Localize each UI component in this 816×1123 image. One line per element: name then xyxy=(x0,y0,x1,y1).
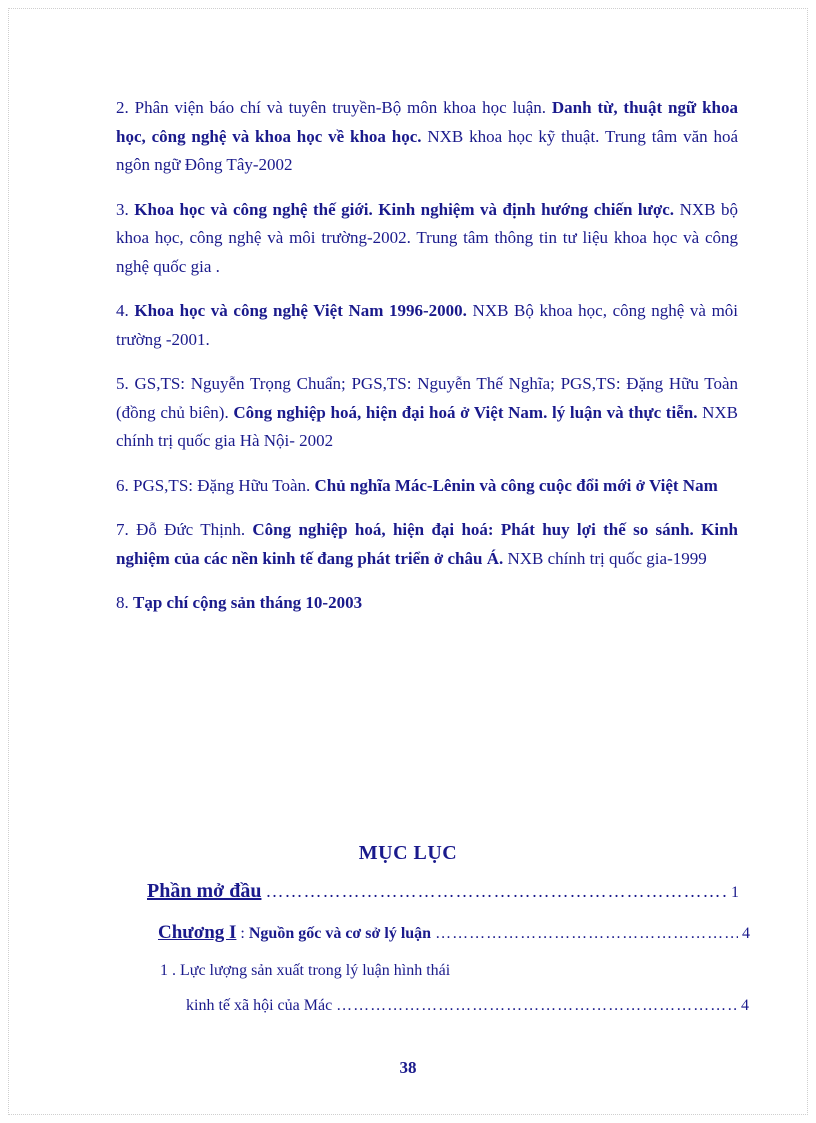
toc-section-text: kinh tế xã hội của Mác xyxy=(186,997,333,1014)
toc-section-text: 1 . Lực lượng sản xuất trong lý luận hình thái xyxy=(160,962,451,979)
toc-page-number: 4 xyxy=(741,997,749,1014)
toc-separator: : xyxy=(236,925,249,942)
reference-item: 4. Khoa học và công nghệ Việt Nam 1996-2000. NXB Bộ khoa học, công nghệ và môi trường -2001. xyxy=(116,301,739,349)
reference-item: 5. GS,TS: Nguyễn Trọng Chuẩn; PGS,TS: Nguyễn Thế Nghĩa; PGS,TS: Đặng Hữu Toàn (đồng chủ biên). Công nghiệp hoá, hiện đại hoá ở Việt Nam. lý luận và thực tiễn. NXB chính trị quốc gia Hà Nội- 2002 xyxy=(116,374,738,450)
toc-entry-section-1-line1[interactable] xyxy=(160,962,450,980)
reference-item: 2. Phân viện báo chí và tuyên truyền-Bộ môn khoa học luận. Danh từ, thuật ngữ khoa học, công nghệ và khoa học về khoa học. NXB khoa học kỹ thuật. Trung tâm văn hoá ngôn ngữ Đông Tây-2002 xyxy=(116,98,738,174)
reference-item: 3. Khoa học và công nghệ thế giới. Kinh nghiệm và định hướng chiến lược. NXB bộ khoa học, công nghệ và môi trường-2002. Trung tâm thông tin tư liệu khoa học và công nghệ quốc gia . xyxy=(116,199,738,276)
toc-leader xyxy=(336,997,737,1015)
toc-page-number: 4 xyxy=(742,925,750,942)
toc-chapter-label: Chương I xyxy=(158,922,237,943)
toc-entry-intro[interactable] xyxy=(147,880,739,903)
toc-leader xyxy=(435,925,738,943)
toc-entry-chapter-1[interactable] xyxy=(158,922,750,944)
page-number: 38 xyxy=(399,1058,417,1077)
toc-entry-section-1-line2[interactable] xyxy=(186,997,749,1015)
toc-chapter-title: Nguồn gốc và cơ sở lý luận xyxy=(248,925,432,942)
toc-title: MỤC LỤC xyxy=(358,842,458,864)
reference-item: 7. Đỗ Đức Thịnh. Công nghiệp hoá, hiện đại hoá: Phát huy lợi thế so sánh. Kinh nghiệm của các nền kinh tế đang phát triển ở châu Á. NXB chính trị quốc gia-1999 xyxy=(116,520,738,568)
toc-leader xyxy=(265,881,727,902)
toc-intro-label: Phần mở đầu xyxy=(147,880,262,902)
reference-list xyxy=(116,94,738,634)
reference-item: 8. Tạp chí cộng sản tháng 10-2003 xyxy=(116,593,363,612)
reference-item: 6. PGS,TS: Đặng Hữu Toàn. Chủ nghĩa Mác-Lênin và công cuộc đổi mới ở Việt Nam xyxy=(116,475,718,495)
toc-page-number: 1 xyxy=(731,884,739,901)
